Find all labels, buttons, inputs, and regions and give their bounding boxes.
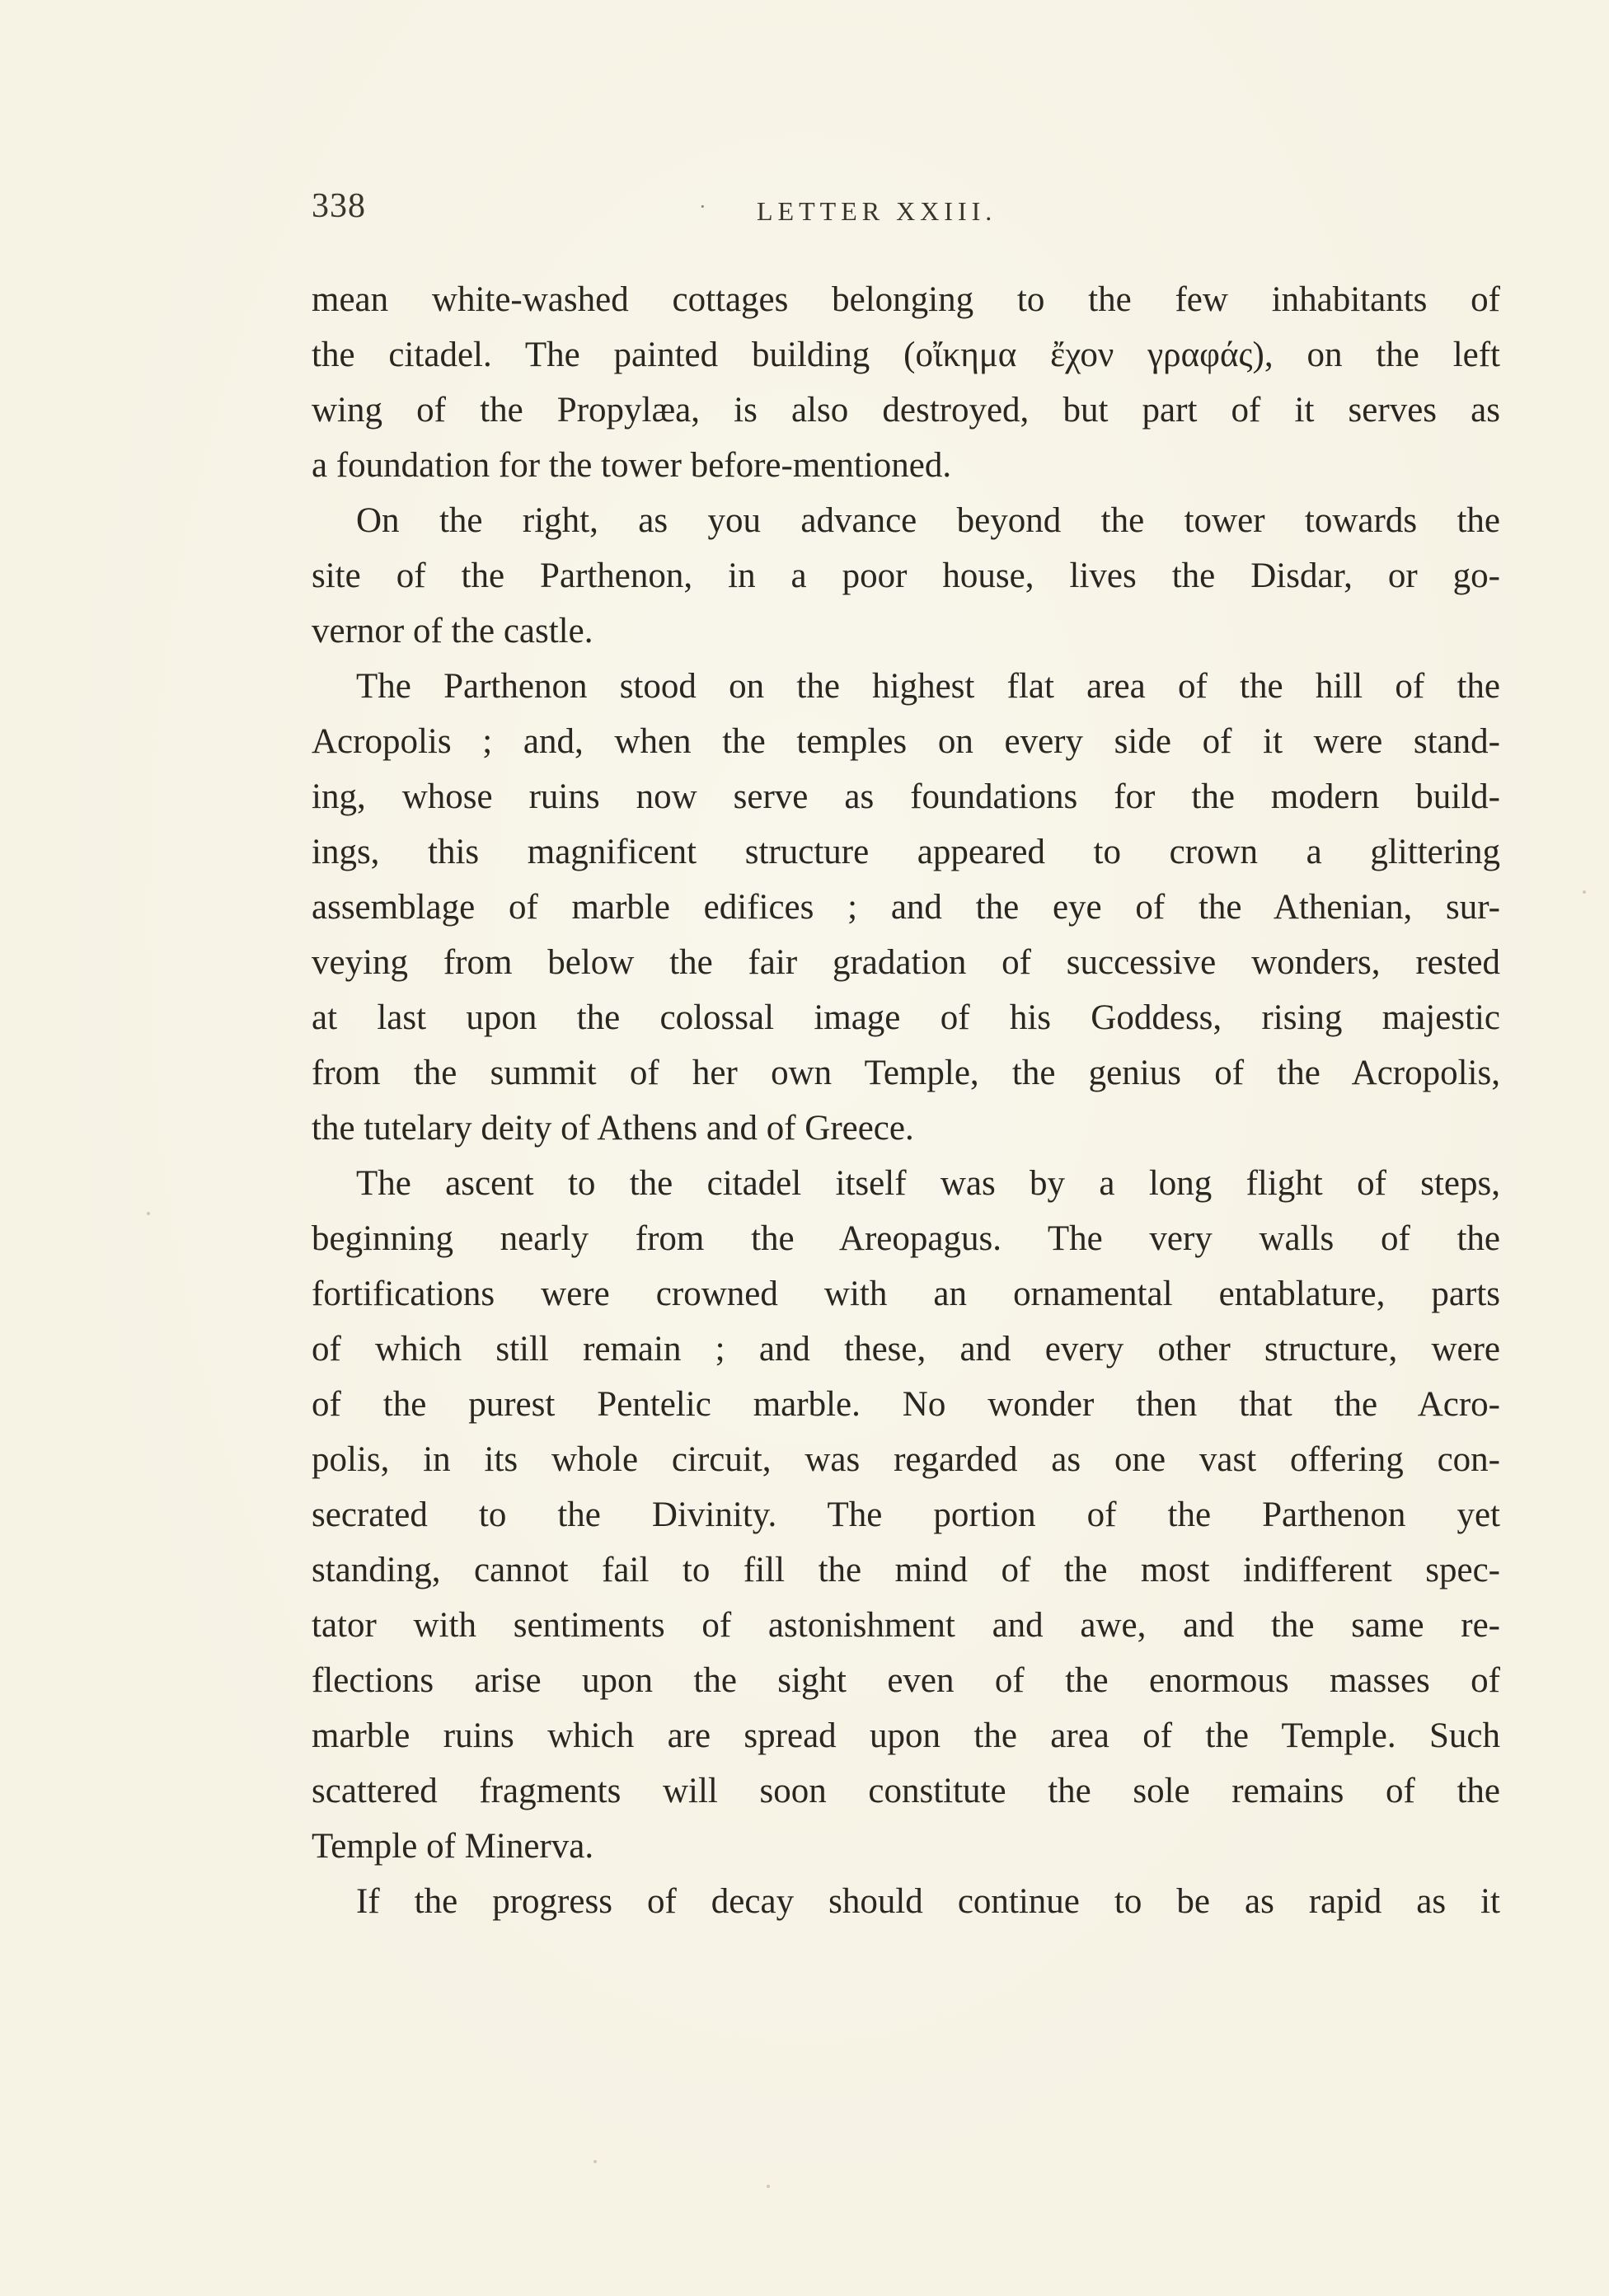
text-line: flections arise upon the sight even of the enormous masses of [312,1661,1500,1700]
text-line: Temple of Minerva. [312,1827,594,1866]
text-line: tator with sentiments of astonishment and awe, and the same re- [312,1606,1500,1645]
text-line: standing, cannot fail to fill the mind of the most indifferent spec- [312,1551,1500,1589]
text-line: of the purest Pentelic marble. No wonder then that the Acro- [312,1385,1500,1424]
paper-speck [767,2185,770,2188]
text-line: ing, whose ruins now serve as foundations for the modern build- [312,777,1500,816]
text-line: veying from below the fair gradation of successive wonders, rested [312,943,1500,982]
text-line: beginning nearly from the Areopagus. The very walls of the [312,1219,1500,1258]
text-line: at last upon the colossal image of his Goddess, rising majestic [312,998,1500,1037]
paragraph-start-line: On the right, as you advance beyond the tower towards the [356,501,1500,540]
text-line: assemblage of marble edifices ; and the eye of the Athenian, sur- [312,888,1500,927]
text-line: wing of the Propylæa, is also destroyed, but part of it serves as [312,391,1500,430]
text-line: of which still remain ; and these, and every other structure, were [312,1330,1500,1369]
paragraph-start-line: The ascent to the citadel itself was by a long flight of steps, [356,1164,1500,1203]
text-line: fortifications were crowned with an ornamental entablature, parts [312,1275,1500,1313]
paper-speck [593,2160,597,2163]
text-line: from the summit of her own Temple, the genius of the Acropolis, [312,1054,1500,1092]
running-head-title: LETTER XXIII. [757,196,997,226]
text-line: mean white-washed cottages belonging to the few inhabitants of [312,280,1500,319]
text-line: ings, this magnificent structure appeared to crown a glittering [312,833,1500,871]
text-line: marble ruins which are spread upon the area of the Temple. Such [312,1716,1500,1755]
text-line: scattered fragments will soon constitute the sole remains of the [312,1772,1500,1810]
text-line: vernor of the castle. [312,612,593,650]
running-head-dot: · [699,195,706,218]
paper-speck [147,1212,150,1215]
paper-speck [1583,890,1586,894]
text-line: site of the Parthenon, in a poor house, lives the Disdar, or go- [312,556,1500,595]
paragraph-start-line: If the progress of decay should continue to be as rapid as it [356,1882,1500,1921]
running-head [312,186,1499,236]
text-line: the citadel. The painted building (οἴκημα ἔχον γραφάς), on the left [312,336,1500,374]
paragraph-start-line: The Parthenon stood on the highest flat area of the hill of the [356,667,1500,706]
text-line: secrated to the Divinity. The portion of the Parthenon yet [312,1495,1500,1534]
body-text [312,272,1500,1929]
text-line: Acropolis ; and, when the temples on every side of it were stand- [312,722,1500,761]
text-line: the tutelary deity of Athens and of Greece. [312,1109,914,1148]
text-line: polis, in its whole circuit, was regarded as one vast offering con- [312,1440,1500,1479]
text-line: a foundation for the tower before-mentioned. [312,446,952,485]
page-number: 338 [312,187,366,225]
